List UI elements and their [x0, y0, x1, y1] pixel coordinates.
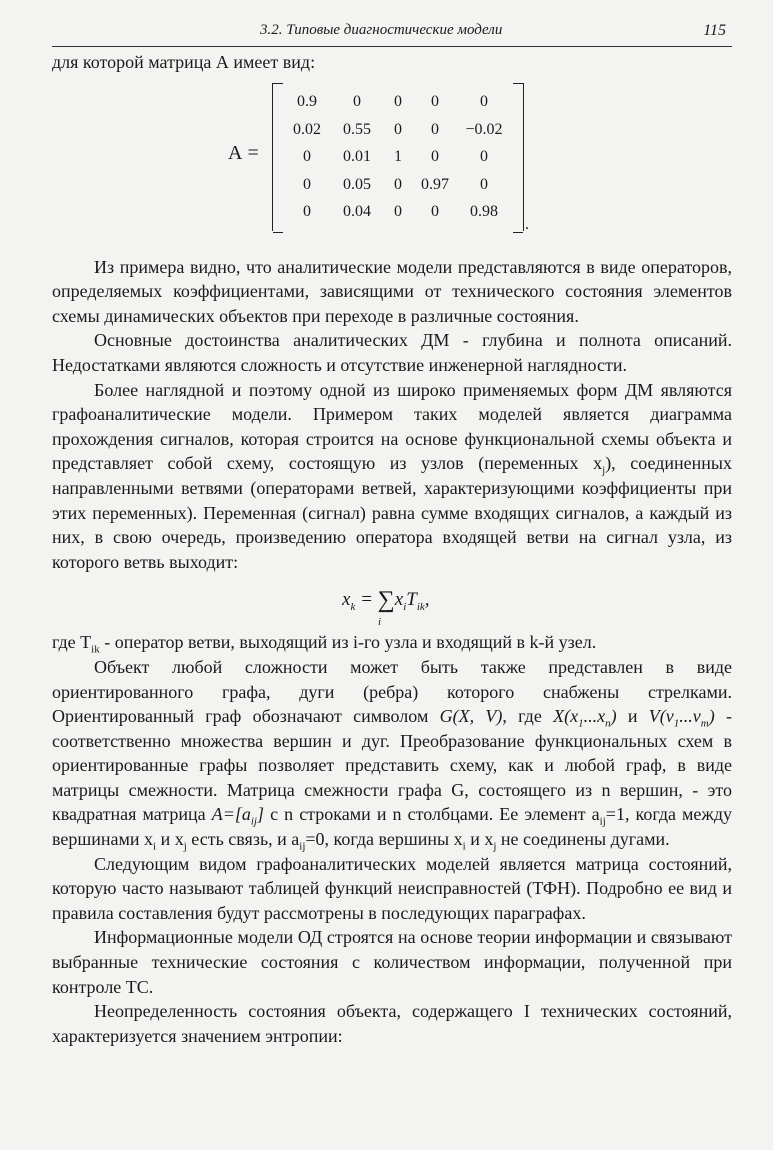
paragraph-8: Неопределенность состояния объекта, содержащего I технических состояний, характеризуется значением энтропии: [52, 1001, 732, 1046]
page-body [52, 50, 732, 1048]
matrix-cell: 0.97 [421, 175, 449, 193]
formula-expression: $x_k = \sum x_iT_{ik}$, [342, 587, 430, 614]
running-title: 3.2. Типовые диагностические модели [260, 22, 503, 38]
paragraph-6: Следующим видом графоаналитических моделей является матрица состояний, которую часто называют таблицей функций неисправностей (ТФН). Подробно ее вид и правила составления будут рассмотрены в последующих параграфах. [52, 853, 732, 923]
matrix-a [272, 83, 524, 231]
matrix-cell: 0.98 [470, 203, 498, 221]
matrix-row [283, 144, 511, 172]
matrix-cell: 0.04 [343, 203, 371, 221]
paragraph-7: Информационные модели ОД строятся на основе теории информации и связывают выбранные технические состояния с количеством информации, полученной при контроле ТС. [52, 927, 732, 997]
paragraph-4: где $T_{ik}$ - оператор ветви, выходящий из i-го узла и входящий в k-й узел. [52, 632, 597, 656]
matrix-cell: 1 [394, 148, 402, 166]
matrix-cell: 0 [480, 175, 488, 193]
matrix-cell: 0.05 [343, 175, 371, 193]
matrix-row [283, 171, 511, 199]
matrix-equation [52, 81, 732, 241]
matrix-cell: 0 [394, 120, 402, 138]
matrix-label: А = [228, 141, 259, 164]
sum-index: i [378, 616, 382, 629]
intro-line: для которой матрица А имеет вид: [52, 52, 316, 72]
matrix-row [283, 89, 511, 117]
matrix-cell: 0 [431, 93, 439, 111]
matrix-table [283, 89, 511, 227]
paragraph-2: Основные достоинства аналитических ДМ - глубина и полнота описаний. Недостатками являются сложность и отсутствие инженерной наглядности. [52, 330, 732, 375]
paragraph-3: Более наглядной и поэтому одной из широко применяемых форм ДМ являются графоаналитические модели. Примером таких моделей является диаграмма прохождения сигналов, которая строится на основе функциональной схемы объекта и представляет собой схему, состоящую из узлов (переменных $x_j$), соединенных направленными ветвями (операторами ветвей, характеризующими коэффициенты при этих переменных). Переменная (сигнал) равна сумме входящих сигналов, а каждый из них, в свою очередь, произведению оператора входящей ветви на сигнал узла, из которого ветвь выходит: [52, 379, 732, 572]
matrix-cell: 0 [394, 175, 402, 193]
matrix-cell: 0 [303, 203, 311, 221]
matrix-cell: 0 [394, 203, 402, 221]
matrix-row [283, 199, 511, 227]
matrix-cell: 0.55 [343, 120, 371, 138]
page-number: 115 [703, 22, 726, 39]
matrix-cell: 0 [394, 93, 402, 111]
matrix-cell: 0 [480, 148, 488, 166]
paragraph-1: Из примера видно, что аналитические модели представляются в виде операторов, определяемых коэффициентами, зависящими от технического состояния элементов схемы динамических объектов при переходе в различные состояния. [52, 256, 732, 326]
matrix-cell: 0.02 [293, 120, 321, 138]
matrix-trailing-punct: . [525, 215, 529, 233]
paragraph-5: Объект любой сложности может быть также представлен в виде ориентированного графа, дуги (ребра) которого снабжены стрелками. Ориентированный граф обозначают символом G(X, V), где $X(x_1...x_n)$ и $V(v_1...v_m)$ - соответственно множества вершин и дуг. Преобразование функциональных схем в ориентированные графы позволяет представить схему, как и любой граф, в виде матрицы смежности. Матрица смежности графа G, состоящего из n вершин, - это квадратная матрица $A=[a_{ij}]$ с n строками и n столбцами. Ее элемент $a_{ij}=1$, когда между вершинами $x_i$ и $x_j$ есть связь, и $a_{ij}=0$, когда вершины $x_i$ и $x_j$ не соединены дугами. [52, 656, 733, 853]
matrix-cell: 0 [431, 120, 439, 138]
matrix-cell: 0 [431, 203, 439, 221]
matrix-cell: 0 [431, 148, 439, 166]
matrix-cell: 0.9 [297, 93, 317, 111]
page-header [52, 20, 732, 47]
matrix-cell: 0 [480, 93, 488, 111]
matrix-cell: 0.01 [343, 148, 371, 166]
matrix-row [283, 116, 511, 144]
matrix-cell: 0 [303, 148, 311, 166]
sum-formula [52, 580, 732, 629]
matrix-cell: 0 [353, 93, 361, 111]
matrix-cell: 0 [303, 175, 311, 193]
matrix-cell: −0.02 [465, 120, 503, 138]
